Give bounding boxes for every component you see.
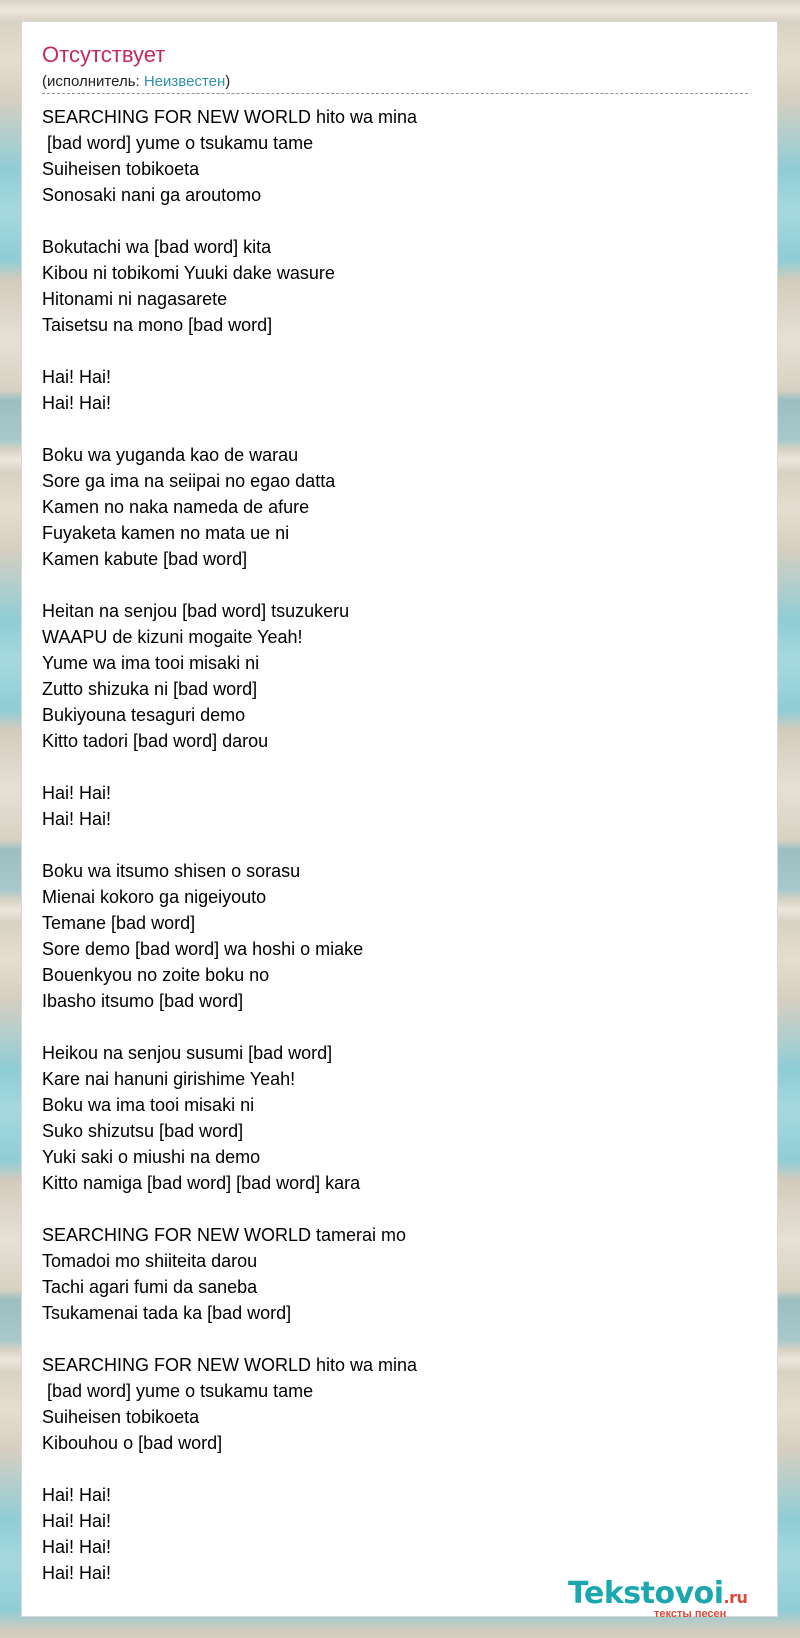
artist-prefix: (исполнитель: [42,73,144,90]
lyrics-line: Heitan na senjou [bad word] tsuzukeru [42,601,350,621]
lyrics-line: Boku wa yuganda kao de warau [42,445,299,465]
lyrics-stanza [42,1352,742,1456]
lyrics-line: Hai! Hai! [42,809,112,829]
lyrics-line: Hai! Hai! [42,393,112,413]
lyrics-line: Boku wa itsumo shisen o sorasu [42,861,301,881]
logo-main-text: Tekstovoi [568,1576,724,1611]
site-logo[interactable] [568,1576,788,1636]
lyrics-line: Heikou na senjou susumi [bad word] [42,1043,333,1063]
lyrics-line: Taisetsu na mono [bad word] [42,315,273,335]
lyrics-line: Kitto namiga [bad word] [bad word] kara [42,1173,361,1193]
lyrics-line: Bokutachi wa [bad word] kita [42,237,272,257]
lyrics-stanza [42,858,742,1014]
lyrics-stanza [42,1482,742,1586]
lyrics-line: Sore demo [bad word] wa hoshi o miake [42,939,364,959]
lyrics-line: [bad word] yume o tsukamu tame [42,133,314,153]
lyrics-stanza [42,1040,742,1196]
lyrics-stanza [42,364,742,416]
lyrics-line: Temane [bad word] [42,913,196,933]
lyrics-line: Tomadoi mo shiiteita darou [42,1251,258,1271]
lyrics-line: Kamen no naka nameda de afure [42,497,310,517]
lyrics-card [21,21,778,1620]
artist-link[interactable]: Неизвестен [143,73,226,90]
lyrics-line: Kibouhou o [bad word] [42,1433,223,1453]
lyrics-line: Tsukamenai tada ka [bad word] [42,1303,292,1323]
lyrics-line: Tachi agari fumi da saneba [42,1277,258,1297]
lyrics-stanza [42,234,742,338]
lyrics-line: Hai! Hai! [42,1485,112,1505]
artist-suffix: ) [225,73,231,90]
lyrics-line: Zutto shizuka ni [bad word] [42,679,258,699]
lyrics-line: Kibou ni tobikomi Yuuki dake wasure [42,263,335,283]
logo-tld: .ru [723,1588,748,1607]
lyrics-line: Hai! Hai! [42,367,112,387]
lyrics-line: Hai! Hai! [42,1511,112,1531]
lyrics-line: Bouenkyou no zoite boku no [42,965,270,985]
lyrics-text [42,104,742,1612]
lyrics-stanza [42,1222,742,1326]
lyrics-line: Kitto tadori [bad word] darou [42,731,269,751]
lyrics-line: Mienai kokoro ga nigeiyouto [42,887,267,907]
lyrics-line: SEARCHING FOR NEW WORLD tamerai mo [42,1225,407,1245]
lyrics-line: Hai! Hai! [42,1563,112,1583]
header-divider [42,93,748,94]
artist-line [42,73,230,91]
lyrics-line: Yuki saki o miushi na demo [42,1147,261,1167]
lyrics-line: Suko shizutsu [bad word] [42,1121,244,1141]
lyrics-line: [bad word] yume o tsukamu tame [42,1381,314,1401]
lyrics-line: Ibasho itsumo [bad word] [42,991,244,1011]
lyrics-line: SEARCHING FOR NEW WORLD hito wa mina [42,1355,418,1375]
lyrics-line: Suiheisen tobikoeta [42,1407,200,1427]
lyrics-stanza [42,442,742,572]
lyrics-line: Yume wa ima tooi misaki ni [42,653,260,673]
lyrics-line: Suiheisen tobikoeta [42,159,200,179]
lyrics-stanza [42,598,742,754]
lyrics-line: Kare nai hanuni girishime Yeah! [42,1069,296,1089]
lyrics-line: Hai! Hai! [42,783,112,803]
lyrics-line: Sonosaki nani ga aroutomo [42,185,262,205]
lyrics-line: Sore ga ima na seiipai no egao datta [42,471,336,491]
lyrics-stanza [42,104,742,208]
lyrics-line: Bukiyouna tesaguri demo [42,705,246,725]
lyrics-line: Hai! Hai! [42,1537,112,1557]
lyrics-stanza [42,780,742,832]
lyrics-line: Hitonami ni nagasarete [42,289,228,309]
lyrics-line: Boku wa ima tooi misaki ni [42,1095,255,1115]
lyrics-line: SEARCHING FOR NEW WORLD hito wa mina [42,107,418,127]
logo-tagline: тексты песен [654,1608,727,1620]
lyrics-line: Fuyaketa kamen no mata ue ni [42,523,290,543]
lyrics-line: Kamen kabute [bad word] [42,549,248,569]
lyrics-line: WAAPU de kizuni mogaite Yeah! [42,627,303,647]
song-title: Отсутствует [42,42,166,67]
